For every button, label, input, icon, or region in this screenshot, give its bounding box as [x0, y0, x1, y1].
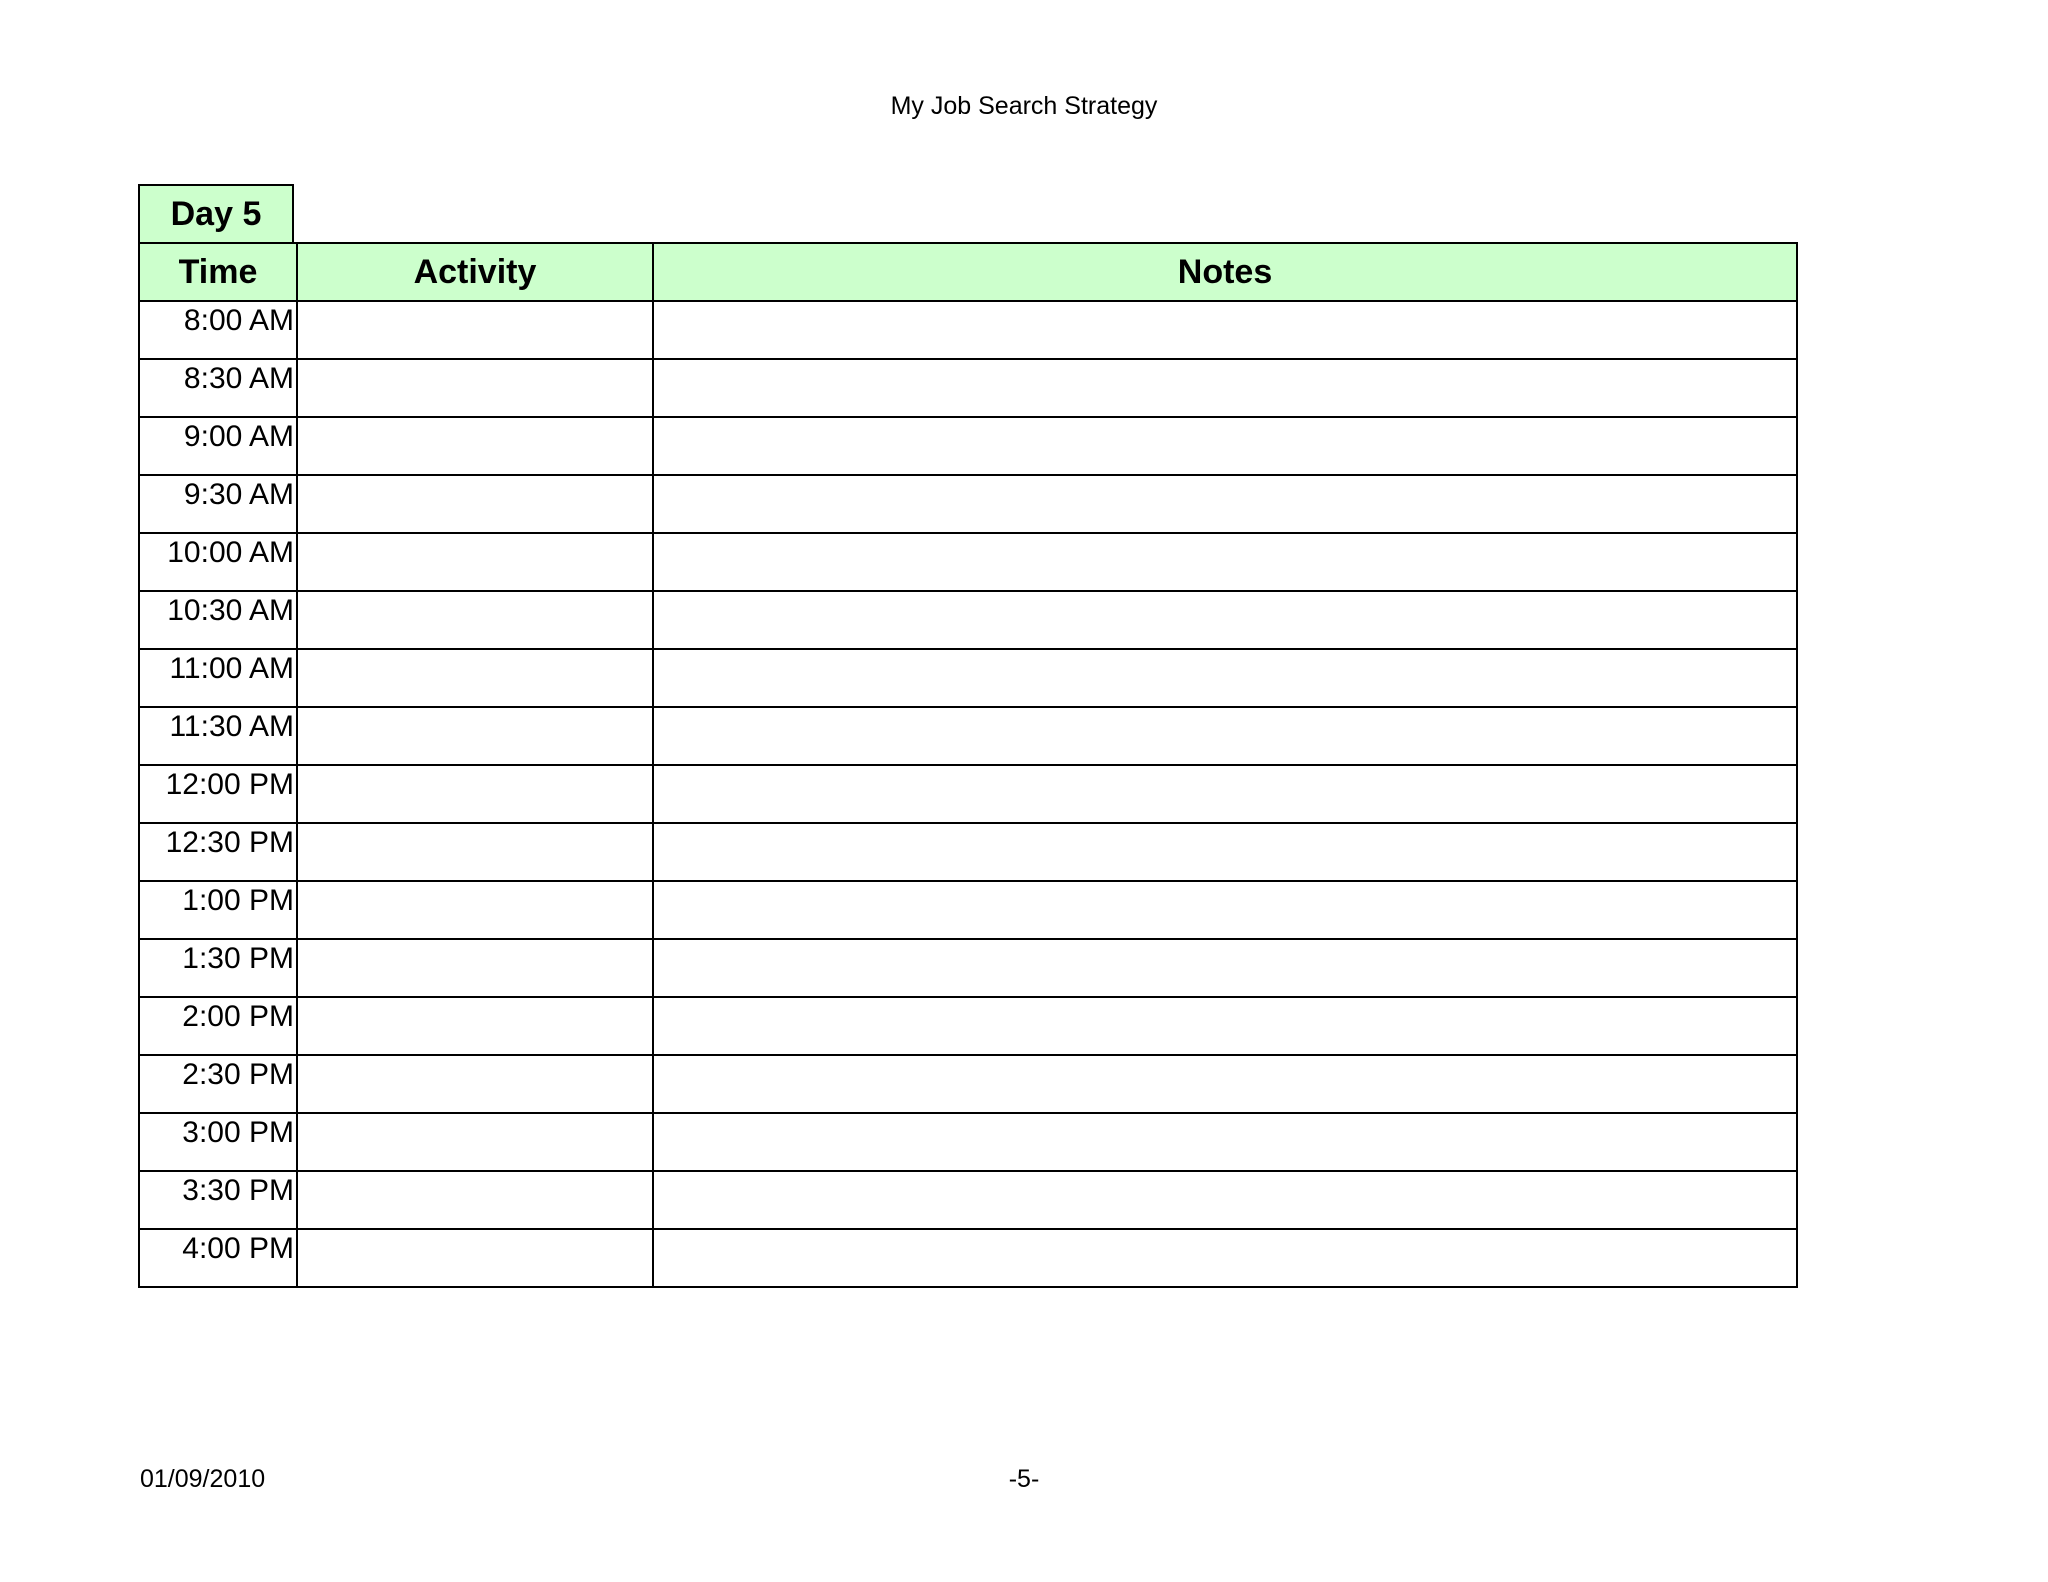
time-cell: 9:30 AM	[139, 475, 297, 533]
activity-cell[interactable]	[297, 939, 653, 997]
table-row	[139, 533, 1797, 591]
time-cell: 9:00 AM	[139, 417, 297, 475]
notes-cell[interactable]	[653, 823, 1797, 881]
activity-cell[interactable]	[297, 1171, 653, 1229]
schedule-section	[138, 184, 1796, 1288]
notes-cell[interactable]	[653, 1171, 1797, 1229]
notes-cell[interactable]	[653, 939, 1797, 997]
table-row	[139, 475, 1797, 533]
table-row	[139, 359, 1797, 417]
activity-cell[interactable]	[297, 1055, 653, 1113]
table-row	[139, 707, 1797, 765]
table-row	[139, 591, 1797, 649]
activity-cell[interactable]	[297, 1229, 653, 1287]
time-cell: 11:00 AM	[139, 649, 297, 707]
activity-cell[interactable]	[297, 359, 653, 417]
time-cell: 2:30 PM	[139, 1055, 297, 1113]
table-row	[139, 997, 1797, 1055]
time-cell: 10:30 AM	[139, 591, 297, 649]
activity-cell[interactable]	[297, 649, 653, 707]
time-cell: 12:30 PM	[139, 823, 297, 881]
table-row	[139, 301, 1797, 359]
table-row	[139, 823, 1797, 881]
activity-cell[interactable]	[297, 533, 653, 591]
activity-cell[interactable]	[297, 997, 653, 1055]
time-cell: 12:00 PM	[139, 765, 297, 823]
time-cell: 4:00 PM	[139, 1229, 297, 1287]
table-row	[139, 881, 1797, 939]
notes-cell[interactable]	[653, 765, 1797, 823]
notes-cell[interactable]	[653, 881, 1797, 939]
page-header-title: My Job Search Strategy	[890, 92, 1158, 120]
notes-cell[interactable]	[653, 359, 1797, 417]
table-row	[139, 1171, 1797, 1229]
column-header-notes: Notes	[653, 243, 1797, 301]
table-row	[139, 939, 1797, 997]
table-row	[139, 649, 1797, 707]
time-cell: 2:00 PM	[139, 997, 297, 1055]
notes-cell[interactable]	[653, 1055, 1797, 1113]
table-row	[139, 1229, 1797, 1287]
time-cell: 10:00 AM	[139, 533, 297, 591]
activity-cell[interactable]	[297, 475, 653, 533]
footer-date: 01/09/2010	[140, 1465, 266, 1493]
activity-cell[interactable]	[297, 417, 653, 475]
notes-cell[interactable]	[653, 591, 1797, 649]
activity-cell[interactable]	[297, 707, 653, 765]
notes-cell[interactable]	[653, 707, 1797, 765]
schedule-body	[139, 301, 1797, 1287]
notes-cell[interactable]	[653, 533, 1797, 591]
schedule-table	[138, 242, 1798, 1288]
column-header-activity: Activity	[297, 243, 653, 301]
time-cell: 8:00 AM	[139, 301, 297, 359]
notes-cell[interactable]	[653, 301, 1797, 359]
table-row	[139, 417, 1797, 475]
notes-cell[interactable]	[653, 1229, 1797, 1287]
activity-cell[interactable]	[297, 765, 653, 823]
activity-cell[interactable]	[297, 591, 653, 649]
notes-cell[interactable]	[653, 649, 1797, 707]
table-row	[139, 1113, 1797, 1171]
activity-cell[interactable]	[297, 823, 653, 881]
day-label: Day 5	[138, 184, 294, 242]
footer-page-number: -5-	[1008, 1465, 1040, 1493]
table-header-row	[139, 243, 1797, 301]
activity-cell[interactable]	[297, 1113, 653, 1171]
column-header-time: Time	[139, 243, 297, 301]
table-row	[139, 1055, 1797, 1113]
table-row	[139, 765, 1797, 823]
time-cell: 1:30 PM	[139, 939, 297, 997]
notes-cell[interactable]	[653, 475, 1797, 533]
time-cell: 8:30 AM	[139, 359, 297, 417]
time-cell: 1:00 PM	[139, 881, 297, 939]
activity-cell[interactable]	[297, 881, 653, 939]
activity-cell[interactable]	[297, 301, 653, 359]
notes-cell[interactable]	[653, 997, 1797, 1055]
notes-cell[interactable]	[653, 417, 1797, 475]
time-cell: 3:00 PM	[139, 1113, 297, 1171]
notes-cell[interactable]	[653, 1113, 1797, 1171]
time-cell: 3:30 PM	[139, 1171, 297, 1229]
time-cell: 11:30 AM	[139, 707, 297, 765]
